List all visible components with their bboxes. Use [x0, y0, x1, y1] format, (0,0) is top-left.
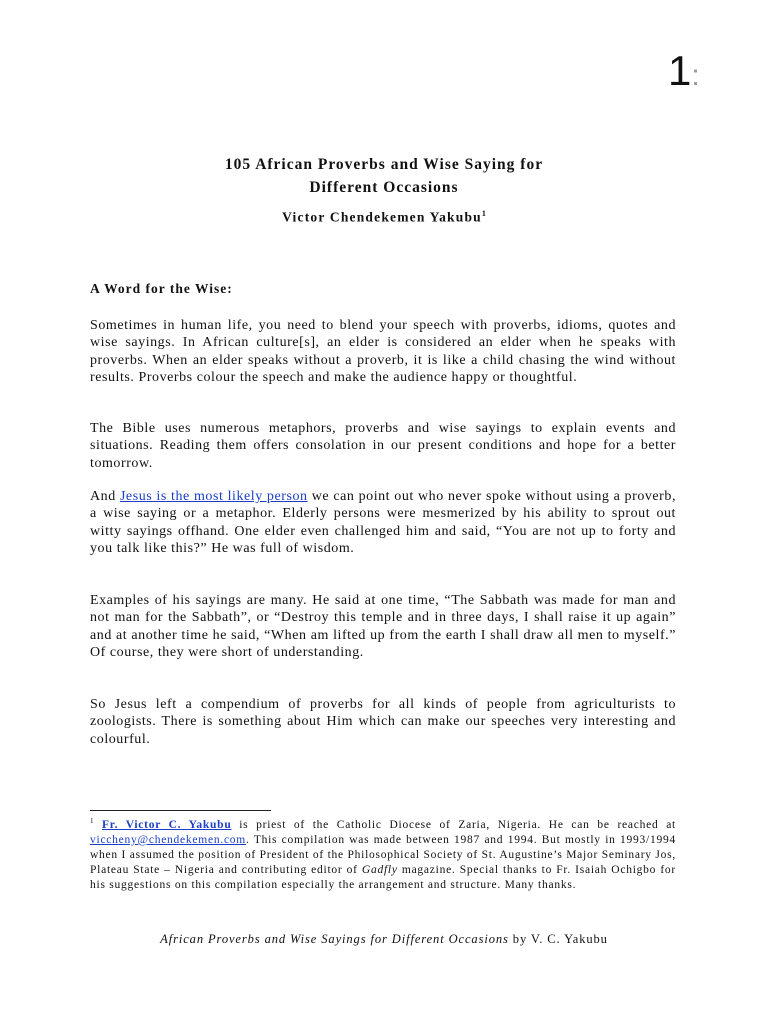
title-line-1: 105 African Proverbs and Wise Saying for [224, 156, 544, 173]
paragraph-3 [90, 488, 676, 557]
footnote-text-1: is priest of the Catholic Diocese of Zaria, Nigeria. He can be reached at [231, 818, 677, 831]
author-name: Victor Chendekemen Yakubu [282, 209, 482, 225]
footnote-text-3: magazine. Special thanks to Fr. Isaiah Ochigbo for his suggestions on this compilation especially the arrangement and structure. Many thanks. [90, 863, 676, 891]
paragraph-3-start: And [90, 489, 120, 504]
running-footer [0, 932, 768, 947]
author-name-link[interactable]: Fr. Victor C. Yakubu [102, 818, 232, 831]
footer-author: V. C. Yakubu [530, 932, 608, 946]
footnote-marker: 1 [90, 817, 95, 825]
paragraph-1: Sometimes in human life, you need to blend your speech with proverbs, idioms, quotes and wise sayings. In African culture[s], an elder is considered an elder when he speaks with proverbs. When an elder speaks without a proverb, it is like a child chasing the wind without results. Proverbs colour the speech and make the audience happy or thoughtful. [90, 318, 676, 385]
footnote [90, 814, 676, 893]
footnote-text-2: . This compilation was made between 1987 and 1994. But mostly in 1993/1994 when I assumed the position of President of the Philosophical Society of St. Augustine’s Major Seminary Jos, Plateau State – Nigeria and contributing editor of [90, 833, 676, 876]
magazine-name: Gadfly [361, 863, 398, 876]
email-link[interactable]: viccheny@chendekemen.com [90, 833, 246, 846]
section-heading: A Word for the Wise: [90, 281, 233, 296]
page-number-value: 1 [668, 47, 692, 94]
footnote-divider [90, 810, 271, 811]
paragraph-2: The Bible uses numerous metaphors, proverbs and wise sayings to explain events and situations. Reading them offers consolation in our present conditions and hope for a better tomorrow. [90, 421, 676, 471]
document-title [0, 153, 768, 199]
author-footnote-marker[interactable]: 1 [481, 209, 486, 218]
page-number [668, 47, 700, 94]
author-byline [0, 209, 768, 226]
page-number-suffix: : [691, 59, 700, 92]
footer-by: by [508, 932, 531, 946]
paragraph-3-rest: we can point out who never spoke without using a proverb, a wise saying or a metaphor. Elderly persons were mesmerized by his ability to sprout out witty sayings offhand. One elder even challenged him and said, “You are not up to forty and you talk like this?” He was full of wisdom. [90, 489, 676, 556]
paragraph-4: Examples of his sayings are many. He said at one time, “The Sabbath was made for man and not man for the Sabbath”, or “Destroy this temple and in three days, I shall raise it up again” and at another time he said, “When am lifted up from the earth I shall draw all men to myself.” Of course, they were short of understanding. [90, 593, 676, 660]
title-line-2: Different Occasions [309, 179, 459, 196]
jesus-link[interactable]: Jesus is the most likely person [119, 489, 308, 504]
footer-title: African Proverbs and Wise Sayings for Different Occasions [160, 932, 509, 946]
paragraph-5: So Jesus left a compendium of proverbs for all kinds of people from agriculturists to zoologists. There is something about Him which can make our speeches very interesting and colourful. [90, 697, 676, 747]
